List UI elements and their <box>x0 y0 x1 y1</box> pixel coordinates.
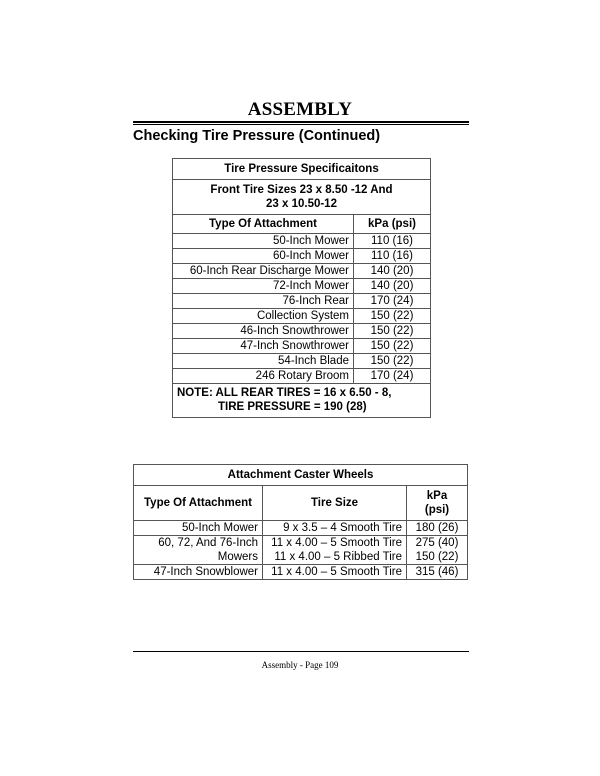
kpa-cell <box>407 536 468 565</box>
attachment-cell: 50-Inch Mower <box>134 521 263 536</box>
kpa-header-line-2: (psi) <box>424 504 450 516</box>
col-header-tire-size: Tire Size <box>263 486 407 521</box>
kpa-cell: 150 (22) <box>354 354 431 369</box>
attachment-line-1: 60, 72, And 76-Inch <box>158 537 258 549</box>
page-title: ASSEMBLY <box>247 99 353 120</box>
attachment-cell: 72-Inch Mower <box>173 279 354 294</box>
tire-table-title: Tire Pressure Specificaitons <box>173 159 431 180</box>
kpa-cell: 180 (26) <box>407 521 468 536</box>
tire-pressure-table <box>172 158 431 418</box>
attachment-cell: 246 Rotary Broom <box>173 369 354 384</box>
table-row <box>173 339 431 354</box>
note-line-1: NOTE: ALL REAR TIRES = 16 x 6.50 - 8, <box>177 387 392 399</box>
table-row <box>173 279 431 294</box>
attachment-cell: Collection System <box>173 309 354 324</box>
kpa-line-2: 150 (22) <box>415 551 459 563</box>
kpa-cell: 315 (46) <box>407 565 468 580</box>
caster-table-title: Attachment Caster Wheels <box>134 465 468 486</box>
table-row <box>173 369 431 384</box>
tire-size-line-1: 11 x 4.00 – 5 Smooth Tire <box>271 537 402 549</box>
kpa-cell: 110 (16) <box>354 249 431 264</box>
front-tire-line-2: 23 x 10.50-12 <box>266 198 337 210</box>
table-row <box>173 309 431 324</box>
attachment-line-2: Mowers <box>217 551 258 563</box>
attachment-cell: 46-Inch Snowthrower <box>173 324 354 339</box>
table-row <box>173 249 431 264</box>
tire-size-cell: 11 x 4.00 – 5 Smooth Tire <box>263 565 407 580</box>
attachment-cell <box>134 536 263 565</box>
kpa-line-1: 275 (40) <box>415 537 459 549</box>
rear-tire-note <box>173 384 431 418</box>
section-title: Checking Tire Pressure (Continued) <box>133 128 381 144</box>
front-tire-sizes <box>173 180 431 215</box>
col-header-kpa: kPa (psi) <box>354 215 431 234</box>
kpa-cell: 150 (22) <box>354 324 431 339</box>
table-row <box>173 354 431 369</box>
kpa-cell: 110 (16) <box>354 234 431 249</box>
caster-wheels-table <box>133 464 468 580</box>
kpa-cell: 170 (24) <box>354 294 431 309</box>
attachment-cell: 76-Inch Rear <box>173 294 354 309</box>
kpa-cell: 150 (22) <box>354 309 431 324</box>
attachment-cell: 60-Inch Mower <box>173 249 354 264</box>
note-line-2: TIRE PRESSURE = 190 (28) <box>218 401 367 413</box>
attachment-cell: 47-Inch Snowblower <box>134 565 263 580</box>
header-rule-bottom <box>133 124 469 125</box>
page-footer: Assembly - Page 109 <box>261 660 339 670</box>
attachment-cell: 47-Inch Snowthrower <box>173 339 354 354</box>
front-tire-line-1: Front Tire Sizes 23 x 8.50 -12 And <box>210 184 393 196</box>
col-header-kpa <box>407 486 468 521</box>
attachment-cell: 60-Inch Rear Discharge Mower <box>173 264 354 279</box>
table-row <box>134 536 468 565</box>
table-row <box>173 234 431 249</box>
tire-size-cell: 9 x 3.5 – 4 Smooth Tire <box>263 521 407 536</box>
attachment-cell: 50-Inch Mower <box>173 234 354 249</box>
attachment-cell: 54-Inch Blade <box>173 354 354 369</box>
kpa-cell: 140 (20) <box>354 279 431 294</box>
table-row <box>134 565 468 580</box>
kpa-cell: 140 (20) <box>354 264 431 279</box>
tire-size-line-2: 11 x 4.00 – 5 Ribbed Tire <box>274 551 402 563</box>
footer-rule <box>133 651 469 652</box>
col-header-attachment: Type Of Attachment <box>134 486 263 521</box>
header-rule-top <box>133 121 469 123</box>
table-row <box>173 264 431 279</box>
col-header-attachment: Type Of Attachment <box>173 215 354 234</box>
kpa-header-line-1: kPa <box>426 490 448 502</box>
tire-size-cell <box>263 536 407 565</box>
kpa-cell: 150 (22) <box>354 339 431 354</box>
table-row <box>173 294 431 309</box>
kpa-cell: 170 (24) <box>354 369 431 384</box>
table-row <box>173 324 431 339</box>
table-row <box>134 521 468 536</box>
